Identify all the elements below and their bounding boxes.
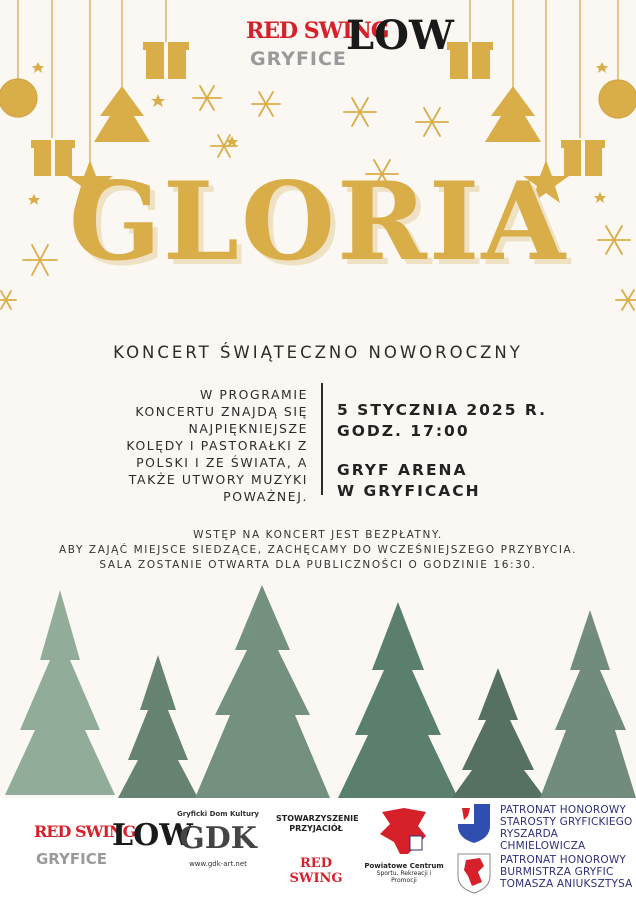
- event-datetime: [337, 400, 547, 442]
- patron2-text: [500, 854, 633, 890]
- pine-tree-icon: [5, 590, 115, 795]
- page-title: GLORIA: [68, 159, 568, 285]
- pcs-line2: Sportu, Rekreacji i Promocji: [376, 870, 432, 884]
- bauble-left-icon: [0, 79, 37, 117]
- gdk-title: Gryficki Dom Kultury: [177, 810, 259, 818]
- patron1-line: RYSZARDA CHMIELOWICZA: [500, 828, 586, 852]
- bauble-right-icon: [599, 80, 636, 118]
- event-venue: [337, 460, 481, 502]
- gryfice-coat-of-arms-icon: [456, 852, 492, 894]
- patronat-burmistrza: [456, 850, 636, 898]
- gdk-url: www.gdk-art.net: [189, 860, 247, 868]
- stowarzyszenie-band-text: RED SWING: [289, 856, 343, 886]
- red-swing-low-logo: [240, 12, 454, 76]
- program-line: POLSKI I ZE ŚWIATA, A: [136, 455, 308, 470]
- pine-tree-icon: [452, 668, 545, 798]
- notice-line: WSTĘP NA KONCERT JEST BEZPŁATNY.: [193, 529, 443, 541]
- pine-tree-icon: [118, 655, 198, 798]
- notice-line: ABY ZAJĄĆ MIEJSCE SIEDZĄCE, ZACHĘCAMY DO WCZEŚNIEJSZEGO PRZYBYCIA.: [58, 544, 578, 556]
- program-line: POWAŻNEJ.: [223, 489, 308, 504]
- snowflake-icon: [344, 98, 376, 126]
- tree-ornament-right-icon: [485, 86, 541, 142]
- powiat-coat-of-arms-icon: [456, 802, 492, 844]
- logo-red-swing-text: RED SWING: [34, 822, 136, 841]
- vertical-divider: [321, 383, 323, 495]
- gdk-mark: GDK: [179, 821, 257, 856]
- snowflake-icon: [416, 108, 448, 136]
- snowflake-icon: [193, 86, 221, 110]
- sponsor-strip: [0, 798, 636, 900]
- event-time: GODZ. 17:00: [337, 422, 470, 440]
- notice-line: SALA ZOSTANIE OTWARTA DLA PUBLICZNOŚCI O GODZINIE 16:30.: [99, 559, 537, 571]
- forest-illustration: [0, 580, 636, 800]
- griffin-emblem-icon: [374, 806, 434, 858]
- patron1-line: STAROSTY GRYFICKIEGO: [500, 816, 633, 828]
- patron2-line: BURMISTRZA GRYFIC: [500, 866, 614, 878]
- gdk-logo: [172, 810, 264, 892]
- program-line: KONCERTU ZNAJDĄ SIĘ: [135, 404, 308, 419]
- program-description: [86, 386, 308, 505]
- stowarzyszenie-logo: [276, 814, 359, 886]
- snowflake-icon: [0, 291, 16, 309]
- pcs-line1: Powiatowe Centrum: [364, 862, 444, 870]
- venue-line: W GRYFICACH: [337, 482, 481, 500]
- program-line: W PROGRAMIE: [200, 387, 308, 402]
- snowflake-icon: [252, 92, 280, 116]
- program-line: NAJPIĘKNIEJSZE: [188, 421, 308, 436]
- subtitle: KONCERT ŚWIĄTECZNO NOWOROCZNY: [113, 343, 523, 362]
- patron1-text: [500, 804, 636, 852]
- pine-tree-icon: [195, 585, 330, 798]
- patronat-starosty: [456, 800, 636, 852]
- logo-gryfice-text: GRYFICE: [250, 48, 347, 70]
- stowarzyszenie-text: STOWARZYSZENIE PRZYJACIÓŁ: [276, 814, 359, 833]
- pcs-logo: [364, 806, 444, 890]
- logo-low-text: LOW: [346, 12, 454, 59]
- snowflake-icon: [616, 290, 636, 310]
- pine-tree-icon: [540, 610, 636, 798]
- gift-left-top-icon: [143, 42, 189, 79]
- logo-low-text: LOW: [112, 818, 193, 853]
- program-line: TAKŻE UTWORY MUZYKI: [128, 472, 308, 487]
- program-line: KOLĘDY I PASTORAŁKI Z: [126, 438, 308, 453]
- logo-red-swing-text: RED SWING: [246, 18, 389, 44]
- patron1-line: PATRONAT HONOROWY: [500, 804, 627, 816]
- red-swing-low-logo-small: [34, 818, 193, 880]
- venue-line: GRYF ARENA: [337, 461, 468, 479]
- tree-ornament-left-icon: [94, 86, 150, 142]
- pine-tree-icon: [338, 602, 458, 798]
- patron2-line: TOMASZA ANIUKSZTYSA: [500, 878, 633, 890]
- logo-gryfice-text: GRYFICE: [36, 850, 107, 868]
- patron2-line: PATRONAT HONOROWY: [500, 854, 627, 866]
- event-date: 5 STYCZNIA 2025 R.: [337, 401, 547, 419]
- entry-notice: [0, 528, 636, 573]
